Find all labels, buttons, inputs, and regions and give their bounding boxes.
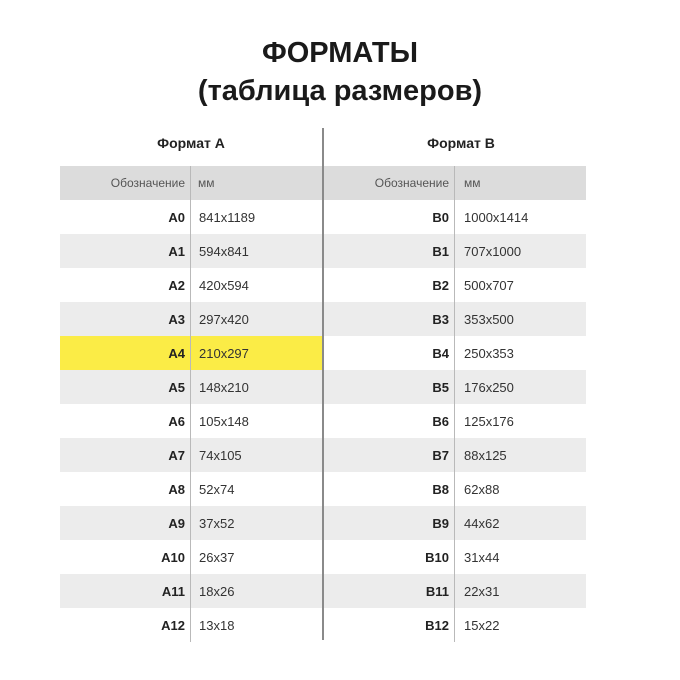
format-b-row <box>324 268 586 302</box>
format-a-size: 52x74 <box>199 481 235 497</box>
format-a-row <box>60 608 322 642</box>
format-a-row <box>60 404 322 438</box>
format-a-table <box>60 128 322 642</box>
format-a-code: A3 <box>60 302 191 336</box>
format-b-row <box>324 404 586 438</box>
format-a-code: A7 <box>60 438 191 472</box>
format-b-size: 15x22 <box>464 617 500 633</box>
format-a-row <box>60 234 322 268</box>
format-b-row <box>324 234 586 268</box>
format-b-col-size: мм <box>464 176 481 190</box>
format-b-row <box>324 336 586 370</box>
format-a-code: A12 <box>60 608 191 642</box>
format-a-row <box>60 574 322 608</box>
format-a-code: A8 <box>60 472 191 506</box>
format-b-size: 1000x1414 <box>464 209 529 225</box>
format-b-size: 500x707 <box>464 277 514 293</box>
format-a-code: A1 <box>60 234 191 268</box>
format-b-code: B11 <box>324 574 455 608</box>
format-b-size: 31x44 <box>464 549 500 565</box>
format-a-col-code: Обозначение <box>60 166 191 200</box>
format-a-code: A2 <box>60 268 191 302</box>
format-a-row <box>60 370 322 404</box>
format-a-size: 148x210 <box>199 379 249 395</box>
format-a-code: A9 <box>60 506 191 540</box>
format-a-heading: Формат А <box>157 135 225 151</box>
format-b-heading: Формат В <box>427 135 495 151</box>
format-a-row <box>60 302 322 336</box>
format-a-size: 297x420 <box>199 311 249 327</box>
format-a-size: 105x148 <box>199 413 249 429</box>
format-b-row <box>324 370 586 404</box>
format-a-code: A6 <box>60 404 191 438</box>
format-b-code: B8 <box>324 472 455 506</box>
format-a-size: 210x297 <box>199 345 249 361</box>
format-a-code: A4 <box>60 336 191 370</box>
format-b-row <box>324 540 586 574</box>
format-b-row <box>324 608 586 642</box>
format-a-code: A0 <box>60 200 191 234</box>
format-a-row <box>60 472 322 506</box>
format-b-code: B0 <box>324 200 455 234</box>
format-a-size: 74x105 <box>199 447 242 463</box>
format-b-size: 353x500 <box>464 311 514 327</box>
format-b-row <box>324 200 586 234</box>
format-b-code: B3 <box>324 302 455 336</box>
page-subtitle: (таблица размеров) <box>197 75 483 107</box>
format-b-row <box>324 438 586 472</box>
format-b-size: 88x125 <box>464 447 507 463</box>
format-a-header-row <box>60 166 322 200</box>
format-b-code: B4 <box>324 336 455 370</box>
format-a-row <box>60 540 322 574</box>
format-a-size: 420x594 <box>199 277 249 293</box>
format-a-row <box>60 200 322 234</box>
format-b-col-code: Обозначение <box>324 166 455 200</box>
format-a-size: 594x841 <box>199 243 249 259</box>
format-a-size: 13x18 <box>199 617 235 633</box>
format-a-row <box>60 268 322 302</box>
format-b-size: 707x1000 <box>464 243 522 259</box>
format-b-row <box>324 302 586 336</box>
format-a-col-size: мм <box>198 176 215 190</box>
format-a-size: 37x52 <box>199 515 235 531</box>
format-b-size: 44x62 <box>464 515 500 531</box>
format-b-row <box>324 574 586 608</box>
format-a-row <box>60 506 322 540</box>
format-b-size: 176x250 <box>464 379 514 395</box>
format-b-size: 250x353 <box>464 345 514 361</box>
format-b-code: B1 <box>324 234 455 268</box>
format-b-code: B6 <box>324 404 455 438</box>
format-a-code: A5 <box>60 370 191 404</box>
format-b-code: B10 <box>324 540 455 574</box>
format-b-code: B2 <box>324 268 455 302</box>
format-b-size: 125x176 <box>464 413 514 429</box>
format-b-size: 62x88 <box>464 481 500 497</box>
format-b-code: B7 <box>324 438 455 472</box>
format-a-size: 26x37 <box>199 549 235 565</box>
format-b-table <box>324 128 586 642</box>
format-a-code: A10 <box>60 540 191 574</box>
format-b-header-row <box>324 166 586 200</box>
format-b-row <box>324 506 586 540</box>
format-a-size: 18x26 <box>199 583 235 599</box>
format-b-code: B9 <box>324 506 455 540</box>
format-b-row <box>324 472 586 506</box>
page-title: ФОРМАТЫ <box>261 37 419 69</box>
format-a-row <box>60 438 322 472</box>
format-b-size: 22x31 <box>464 583 500 599</box>
format-a-row <box>60 336 322 370</box>
format-a-size: 841x1189 <box>199 209 256 225</box>
format-b-code: B12 <box>324 608 455 642</box>
format-a-code: A11 <box>60 574 191 608</box>
format-b-code: B5 <box>324 370 455 404</box>
